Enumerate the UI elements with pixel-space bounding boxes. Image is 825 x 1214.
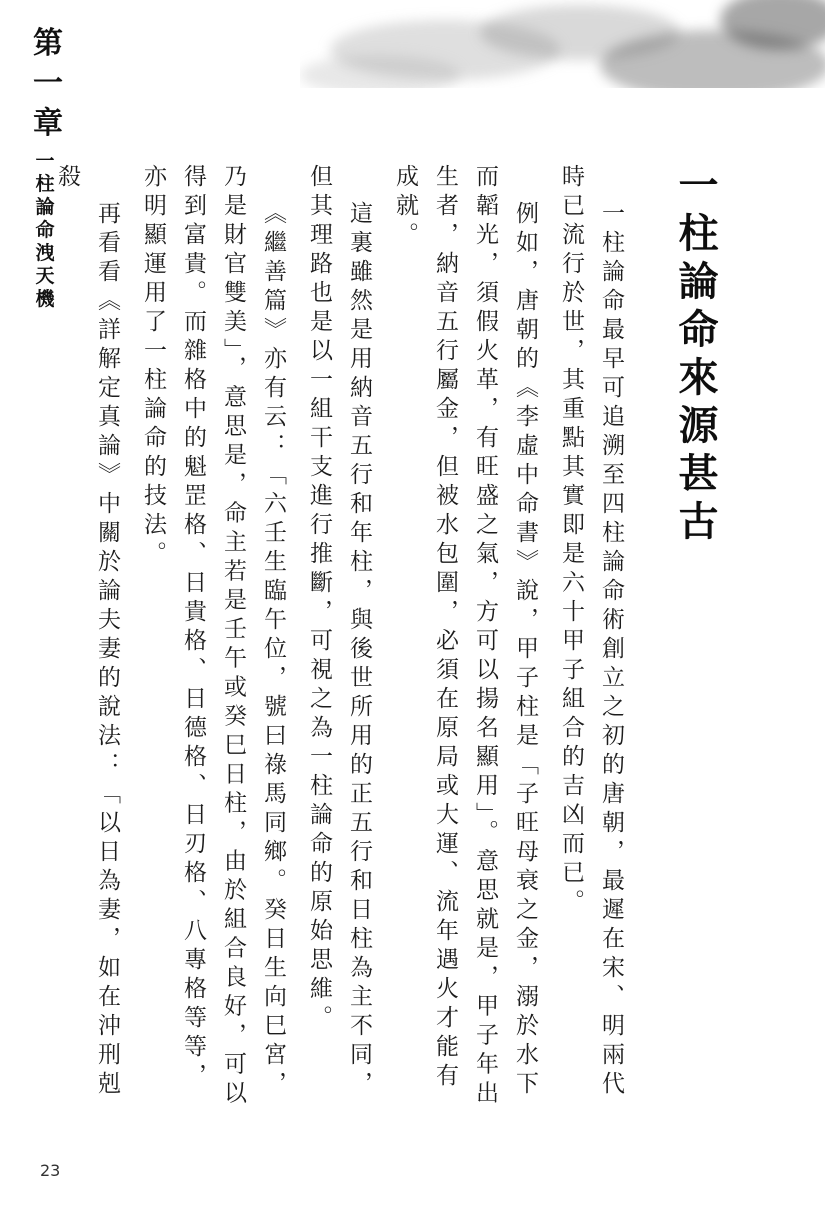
page-number: 23 xyxy=(40,1161,61,1180)
ink-wash-decoration xyxy=(300,0,825,88)
section-heading: 一柱論命來源甚古 xyxy=(672,164,719,548)
paragraph: 一柱論命最早可追溯至四柱論命術創立之初的唐朝，最遲在宋、明兩代時已流行於世，其重點其實即是六十甲子組合的吉凶而已。 xyxy=(558,164,624,1100)
book-title: 一柱論命洩天機 xyxy=(35,150,55,310)
paragraph: 例如，唐朝的《李虛中命書》說，甲子柱是「子旺母衰之金，溺於水下而韜光，須假火革，有旺盛之氣，方可以揚名顯用」。意思就是，甲子年出生者，納音五行屬金，但被水包圍，必須在原局或大運、流年遇火才能有成就。 xyxy=(392,164,538,1110)
paragraph: 再看看《詳解定真論》中關於論夫妻的說法：「以日為妻，如在沖刑剋殺 xyxy=(54,164,120,1100)
paragraph: 《繼善篇》亦有云：「六壬生臨午位，號曰祿馬同鄉。癸日生向巳宮，乃是財官雙美」，意思是，命主若是壬午或癸巳日柱，由於組合良好，可以得到富貴。而雜格中的魁罡格、日貴格、日德格、日刃格、八專格等等，亦明顯運用了一柱論命的技法。 xyxy=(140,164,286,1110)
chapter-label: 第一章 xyxy=(33,26,63,141)
page-body xyxy=(41,164,725,1114)
paragraph: 這裏雖然是用納音五行和年柱，與後世所用的正五行和日柱為主不同，但其理路也是以一組干支進行推斷，可視之為一柱論命的原始思維。 xyxy=(306,164,372,1100)
